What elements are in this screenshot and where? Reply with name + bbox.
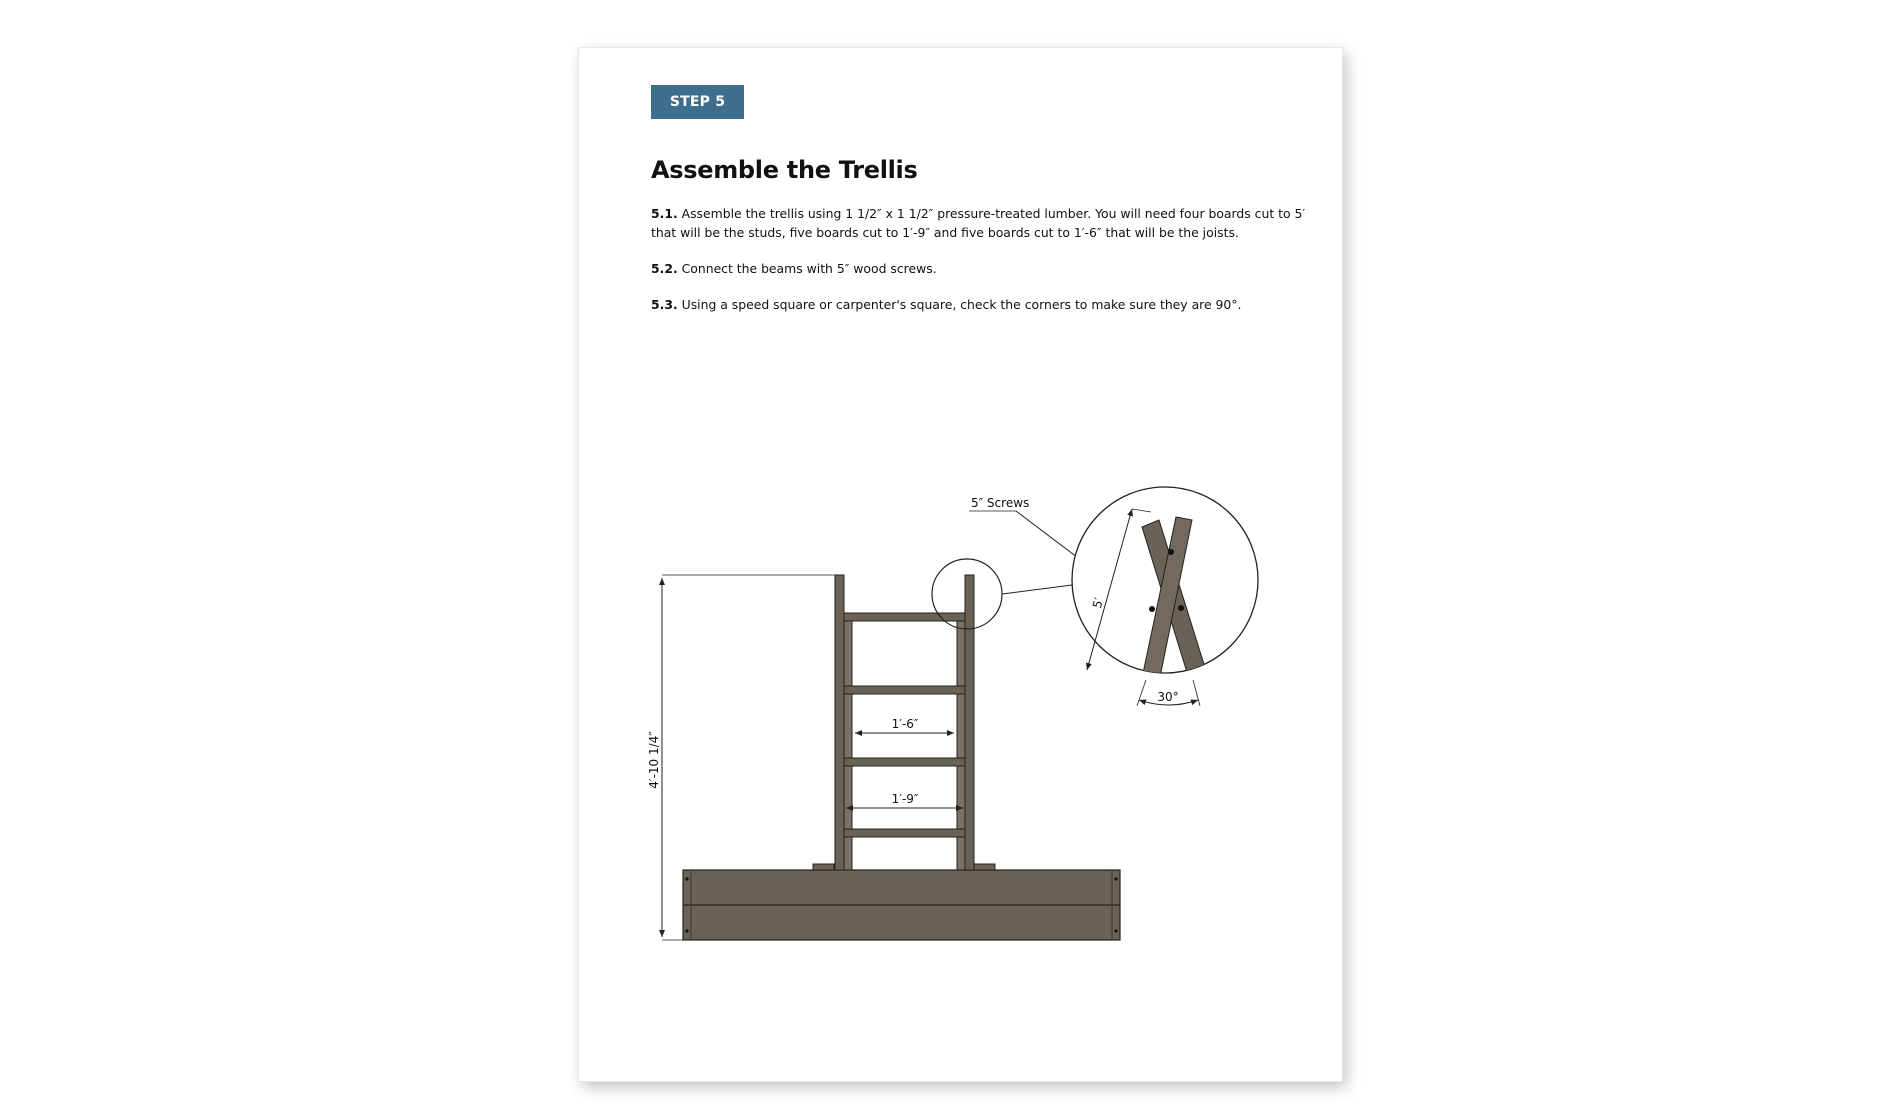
instruction-number: 5.3.	[651, 297, 678, 312]
instruction-page	[578, 47, 1343, 1082]
planter-box	[683, 864, 1120, 940]
screw-detail	[1072, 487, 1258, 706]
screws-label: 5″ Screws	[971, 496, 1030, 510]
outer-width-label: 1′-9″	[891, 792, 919, 806]
trellis-diagram	[579, 48, 1342, 1081]
instruction-text: Using a speed square or carpenter's square, check the corners to make sure they are 90°.	[681, 297, 1242, 312]
inner-width-label: 1′-6″	[891, 717, 919, 731]
step-badge: STEP 5	[651, 85, 744, 119]
instruction-text: Assemble the trellis using 1 1/2″ x 1 1/2″ pressure-treated lumber. You will need four boards cut to 5′ that will be the studs, five boards cut to 1′-9″ and five boards cut to 1′-6″ that will be the joists.	[651, 206, 1306, 240]
angle-label: 30°	[1157, 690, 1179, 704]
page-title: Assemble the Trellis	[651, 156, 918, 184]
instruction-text: Connect the beams with 5″ wood screws.	[681, 261, 937, 276]
inner-width-dimension	[855, 717, 954, 733]
detail-length-label: 5′	[1090, 596, 1107, 610]
instruction-number: 5.2.	[651, 261, 678, 276]
outer-width-dimension	[846, 792, 963, 808]
instruction-number: 5.1.	[651, 206, 678, 221]
height-label: 4′-10 1/4″	[647, 731, 661, 789]
